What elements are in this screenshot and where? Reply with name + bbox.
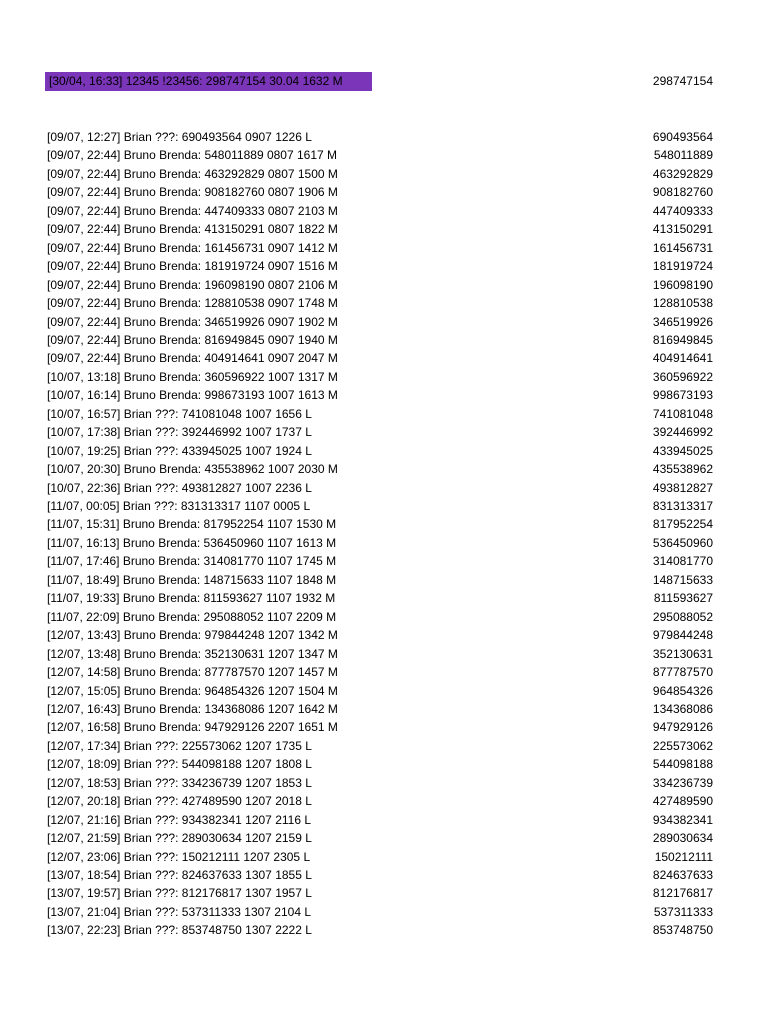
log-row: [0, 608, 768, 626]
log-row-text: [09/07, 22:44] Bruno Brenda: 161456731 0907 1412 M: [47, 240, 338, 255]
log-row-value: 741081048: [652, 406, 713, 421]
log-row: [0, 755, 768, 773]
log-row-value: 947929126: [652, 720, 713, 735]
log-row-value: 134368086: [652, 701, 713, 716]
log-row-value: 161456731: [652, 240, 713, 255]
log-row-value: 150212111: [654, 849, 713, 864]
log-row: [0, 368, 768, 386]
log-row-value: 811593627: [653, 591, 713, 606]
log-row-text: [10/07, 20:30] Bruno Brenda: 435538962 1007 2030 M: [47, 462, 338, 477]
log-row: [0, 571, 768, 589]
log-row-text: [09/07, 22:44] Bruno Brenda: 816949845 0907 1940 M: [47, 332, 338, 347]
log-row-text: [10/07, 19:25] Brian ???: 433945025 1007 1924 L: [47, 443, 312, 458]
log-row-text: [09/07, 22:44] Bruno Brenda: 181919724 0907 1516 M: [47, 259, 338, 274]
log-row: [0, 276, 768, 294]
log-row-text: [11/07, 22:09] Bruno Brenda: 295088052 1107 2209 M: [47, 609, 337, 624]
log-row-value: 289030634: [652, 831, 713, 846]
log-row-text: [13/07, 21:04] Brian ???: 537311333 1307 2104 L: [47, 904, 312, 919]
log-row-text: [12/07, 13:43] Bruno Brenda: 979844248 1207 1342 M: [47, 628, 338, 643]
log-row: [0, 460, 768, 478]
log-row-text: [09/07, 22:44] Bruno Brenda: 548011889 0807 1617 M: [47, 148, 338, 163]
log-row-text: [09/07, 22:44] Bruno Brenda: 404914641 0907 2047 M: [47, 351, 338, 366]
log-row-value: 181919724: [652, 259, 713, 274]
log-row: [0, 848, 768, 866]
log-row-text: [13/07, 19:57] Brian ???: 812176817 1307 1957 L: [47, 886, 312, 901]
log-row: [0, 884, 768, 902]
log-row: [0, 626, 768, 644]
log-row-text: [11/07, 16:13] Bruno Brenda: 536450960 1107 1613 M: [47, 535, 337, 550]
log-row-value: 536450960: [652, 535, 713, 550]
log-row-value: 128810538: [652, 296, 713, 311]
log-row-text: [12/07, 16:43] Bruno Brenda: 134368086 1207 1642 M: [47, 701, 338, 716]
log-row-value: 463292829: [652, 166, 713, 181]
log-row-value: 404914641: [652, 351, 713, 366]
log-row-text: [13/07, 22:23] Brian ???: 853748750 1307 2222 L: [47, 923, 312, 938]
log-row: [0, 515, 768, 533]
log-row: [0, 294, 768, 312]
header-text: [30/04, 16:33] 12345 !23456: 298747154 30.04 1632 M: [49, 74, 343, 88]
log-row: [0, 479, 768, 497]
log-row-value: 824637633: [652, 868, 713, 882]
log-row-value: 812176817: [652, 886, 713, 901]
log-row-value: 148715633: [652, 572, 713, 587]
log-row-text: [10/07, 16:14] Bruno Brenda: 998673193 1007 1613 M: [47, 388, 338, 403]
log-row-text: [09/07, 22:44] Bruno Brenda: 908182760 0807 1906 M: [47, 185, 338, 200]
log-row-value: 314081770: [652, 554, 713, 569]
log-row: [0, 183, 768, 201]
log-row-value: 537311333: [653, 904, 713, 919]
log-row-value: 934382341: [652, 812, 713, 827]
log-row-value: 352130631: [652, 646, 713, 661]
log-row-text: [11/07, 17:46] Bruno Brenda: 314081770 1107 1745 M: [47, 554, 337, 569]
log-row-text: [09/07, 22:44] Bruno Brenda: 196098190 0807 2106 M: [47, 277, 338, 292]
log-row-text: [11/07, 18:49] Bruno Brenda: 148715633 1107 1848 M: [47, 572, 337, 587]
log-row-value: 544098188: [652, 757, 713, 772]
log-row: [0, 313, 768, 331]
log-row-text: [09/07, 22:44] Bruno Brenda: 128810538 0907 1748 M: [47, 296, 338, 311]
log-row-text: [13/07, 18:54] Brian ???: 824637633 1307 1855 L: [47, 868, 312, 882]
log-row-value: 817952254: [652, 517, 713, 532]
log-row-value: 392446992: [652, 425, 713, 440]
log-row: [0, 423, 768, 441]
log-row-value: 908182760: [652, 185, 713, 200]
log-row-value: 346519926: [652, 314, 713, 329]
log-row-value: 334236739: [652, 775, 713, 790]
log-row-text: [11/07, 00:05] Brian ???: 831313317 1107 0005 L: [47, 499, 311, 513]
log-row: [0, 645, 768, 663]
log-row-text: [12/07, 17:34] Brian ???: 225573062 1207 1735 L: [47, 738, 312, 753]
log-row-text: [11/07, 19:33] Bruno Brenda: 811593627 1107 1932 M: [47, 591, 336, 606]
log-row-value: 964854326: [652, 683, 713, 698]
log-row: [0, 405, 768, 423]
log-row-text: [12/07, 21:59] Brian ???: 289030634 1207 2159 L: [47, 831, 312, 846]
log-row: [0, 165, 768, 183]
log-row-value: 831313317: [652, 499, 713, 513]
log-row: [0, 239, 768, 257]
log-row-value: 816949845: [652, 332, 713, 347]
log-row: [0, 829, 768, 847]
log-row-text: [12/07, 20:18] Brian ???: 427489590 1207 2018 L: [47, 794, 312, 809]
log-row-text: [12/07, 16:58] Bruno Brenda: 947929126 2207 1651 M: [47, 720, 338, 735]
log-row: [0, 220, 768, 238]
log-row: [0, 552, 768, 570]
log-row: [0, 737, 768, 755]
log-row-text: [12/07, 14:58] Bruno Brenda: 877787570 1207 1457 M: [47, 665, 338, 680]
log-row: [0, 663, 768, 681]
log-row: [0, 257, 768, 275]
log-row: [0, 349, 768, 367]
log-row: [0, 811, 768, 829]
log-row: [0, 718, 768, 736]
log-row-text: [12/07, 18:53] Brian ???: 334236739 1207 1853 L: [47, 775, 312, 790]
log-row-value: 493812827: [652, 480, 713, 495]
log-row: [0, 774, 768, 792]
log-row-text: [12/07, 15:05] Bruno Brenda: 964854326 1207 1504 M: [47, 683, 338, 698]
log-row-value: 360596922: [652, 369, 713, 384]
log-row: [0, 682, 768, 700]
log-row-value: 295088052: [652, 609, 713, 624]
log-row-text: [09/07, 22:44] Bruno Brenda: 463292829 0807 1500 M: [47, 166, 338, 181]
log-row-value: 877787570: [652, 665, 713, 680]
log-row: [0, 589, 768, 607]
log-row-text: [10/07, 22:36] Brian ???: 493812827 1007 2236 L: [47, 480, 312, 495]
log-row-text: [12/07, 13:48] Bruno Brenda: 352130631 1207 1347 M: [47, 646, 338, 661]
log-row-value: 427489590: [652, 794, 713, 809]
log-row-text: [09/07, 22:44] Bruno Brenda: 447409333 0807 2103 M: [47, 203, 338, 218]
log-row: [0, 866, 768, 884]
log-row: [0, 146, 768, 164]
log-row-text: [12/07, 23:06] Brian ???: 150212111 1207 2305 L: [47, 849, 311, 864]
log-row: [0, 386, 768, 404]
log-row: [0, 700, 768, 718]
log-row: [0, 128, 768, 146]
log-row-text: [12/07, 18:09] Brian ???: 544098188 1207 1808 L: [47, 757, 312, 772]
log-row: [0, 442, 768, 460]
log-row-value: 433945025: [652, 443, 713, 458]
log-row: [0, 921, 768, 939]
log-row-value: 979844248: [652, 628, 713, 643]
log-row-value: 548011889: [653, 148, 713, 163]
log-row-text: [10/07, 17:38] Brian ???: 392446992 1007 1737 L: [47, 425, 312, 440]
header-row: [0, 72, 768, 90]
log-row-value: 435538962: [652, 462, 713, 477]
header-value: 298747154: [652, 74, 713, 88]
log-row: [0, 202, 768, 220]
log-row: [0, 497, 768, 515]
log-row-text: [11/07, 15:31] Bruno Brenda: 817952254 1107 1530 M: [47, 517, 337, 532]
log-row: [0, 534, 768, 552]
log-row-value: 196098190: [652, 277, 713, 292]
log-row: [0, 792, 768, 810]
log-row-text: [12/07, 21:16] Brian ???: 934382341 1207 2116 L: [47, 812, 312, 827]
log-row-text: [09/07, 22:44] Bruno Brenda: 413150291 0807 1822 M: [47, 222, 338, 237]
log-row: [0, 903, 768, 921]
log-row-text: [10/07, 16:57] Brian ???: 741081048 1007 1656 L: [47, 406, 312, 421]
log-row-text: [09/07, 12:27] Brian ???: 690493564 0907 1226 L: [47, 130, 312, 144]
log-row-value: 853748750: [652, 923, 713, 938]
log-row-text: [09/07, 22:44] Bruno Brenda: 346519926 0907 1902 M: [47, 314, 338, 329]
log-row-value: 690493564: [652, 130, 713, 144]
log-row: [0, 331, 768, 349]
log-row-value: 447409333: [652, 203, 713, 218]
log-row-value: 413150291: [652, 222, 713, 237]
log-row-text: [10/07, 13:18] Bruno Brenda: 360596922 1007 1317 M: [47, 369, 338, 384]
log-row-value: 225573062: [652, 738, 713, 753]
log-row-value: 998673193: [652, 388, 713, 403]
